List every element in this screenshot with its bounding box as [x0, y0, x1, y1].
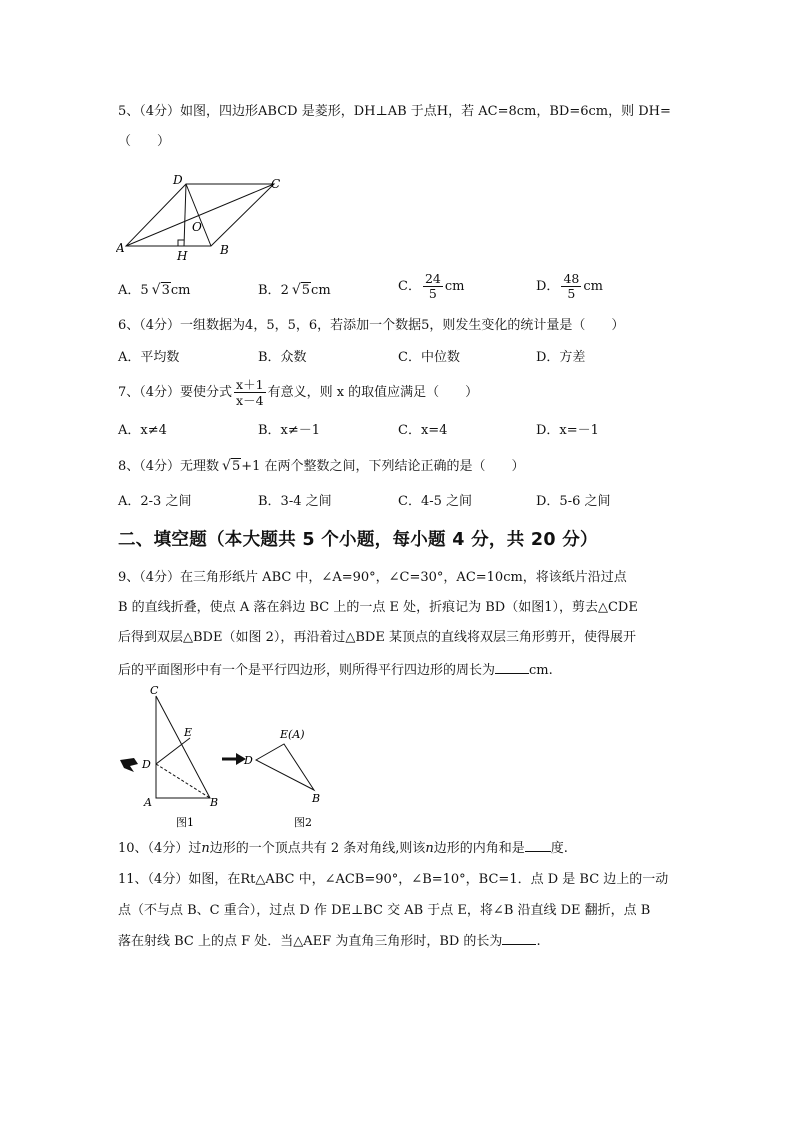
fig2-caption: 图2: [294, 816, 312, 829]
q5-label-B: B: [220, 243, 229, 257]
q7-choice-a: A．x≠4: [118, 423, 167, 438]
q9-text-line1: 9、（4分）在三角形纸片 ABC 中，∠A=90°，∠C=30°，AC=10cm，将该纸片沿过点: [118, 570, 627, 585]
fraction: $\frac{x+1}{x-4}$: [236, 377, 264, 408]
fig1-label-C: C: [150, 684, 159, 697]
q8-choice-d: D．5-6 之间: [536, 494, 611, 509]
q5-text-line1: 5、（4分）如图，四边形ABCD 是菱形，DH⊥AB 于点H，若 AC=8cm，BD=6cm，则 DH=: [118, 104, 671, 119]
q6-choice-b: B．众数: [258, 350, 307, 365]
q11-text-line3: 落在射线 BC 上的点 F 处．当△AEF 为直角三角形时，BD 的长为 .: [118, 931, 541, 952]
q6-choice-c: C．中位数: [398, 350, 460, 365]
fraction: $\frac{24}{5}$: [424, 271, 441, 301]
fig2-label-D: D: [244, 754, 253, 767]
sqrt-symbol: √3: [151, 282, 170, 298]
fig1-label-A: A: [144, 796, 152, 809]
sqrt-symbol: √5: [291, 282, 311, 298]
q11-text-line1: 11、（4分）如图，在Rt△ABC 中，∠ACB=90°，∠B=10°，BC=1．点 D 是 BC 边上的一动: [118, 872, 669, 887]
q8-text: 8、（4分）无理数 √5+1 在两个整数之间，下列结论正确的是（ ）: [118, 456, 525, 477]
q9-text-line3: 后得到双层△BDE（如图 2），再沿着过△BDE 某顶点的直线将双层三角形剪开，使得展开: [118, 630, 636, 645]
fig2-label-B: B: [312, 792, 321, 805]
q5-choice-a: A．5 √3cm: [118, 280, 190, 301]
q9-text-line2: B 的直线折叠，使点 A 落在斜边 BC 上的一点 E 处，折痕记为 BD（如图1），剪去△CDE: [118, 600, 638, 615]
answer-blank: [525, 838, 551, 852]
q9-text-line4: 后的平面图形中有一个是平行四边形，则所得平行四边形的周长为 cm.: [118, 660, 553, 681]
answer-blank: [495, 660, 529, 674]
q5-label-A: A: [116, 241, 125, 255]
q7-text: 7、（4分）要使分式 $\frac{x+1}{x-4}$ 有意义，则 x 的取值应满足（ ）: [118, 377, 479, 408]
q6-choice-d: D．方差: [536, 350, 586, 365]
answer-blank: [502, 931, 536, 945]
q5-choice-b: B．2 √5cm: [258, 280, 331, 301]
arrow-right-icon: [222, 753, 246, 765]
q8-choice-b: B．3-4 之间: [258, 494, 332, 509]
fig2-label-EA: E(A): [280, 728, 305, 741]
q5-rhombus-figure: [116, 170, 296, 262]
q6-text: 6、（4分）一组数据为4，5，5，6，若添加一个数据5，则发生变化的统计量是（ ）: [118, 318, 625, 333]
q5-text-line2: （ ）: [118, 134, 171, 149]
q7-choice-d: D．x=－1: [536, 423, 599, 438]
q5-label-H: H: [177, 249, 188, 262]
q8-choice-c: C．4-5 之间: [398, 494, 473, 509]
q10-text: 10、（4分）过n边形的一个顶点共有 2 条对角线,则该n边形的内角和是 度.: [118, 838, 568, 859]
fraction: $\frac{48}{5}$: [563, 271, 580, 301]
q11-text-line2: 点（不与点 B、C 重合），过点 D 作 DE⊥BC 交 AB 于点 E，将∠B 沿直线 DE 翻折，点 B: [118, 903, 651, 918]
q7-choice-b: B．x≠－1: [258, 423, 321, 438]
q5-label-O: O: [192, 220, 202, 234]
q9-figures: [114, 680, 354, 832]
q7-choice-c: C．x=4: [398, 423, 448, 438]
q6-choice-a: A．平均数: [118, 350, 180, 365]
section-2-title: 二、填空题（本大题共 5 个小题，每小题 4 分，共 20 分）: [118, 530, 598, 550]
q5-label-D: D: [173, 173, 183, 187]
q5-choice-c: C． $\frac{24}{5}$ cm: [398, 271, 465, 301]
fig1-label-E: E: [184, 726, 193, 739]
fig1-caption: 图1: [176, 816, 194, 829]
q8-choice-a: A．2-3 之间: [118, 494, 192, 509]
fig1-label-B: B: [210, 796, 219, 809]
q5-choice-d: D． $\frac{48}{5}$ cm: [536, 271, 603, 301]
q5-label-C: C: [271, 177, 281, 191]
fig1-label-D: D: [142, 758, 151, 771]
sqrt-symbol: √5: [222, 458, 241, 474]
